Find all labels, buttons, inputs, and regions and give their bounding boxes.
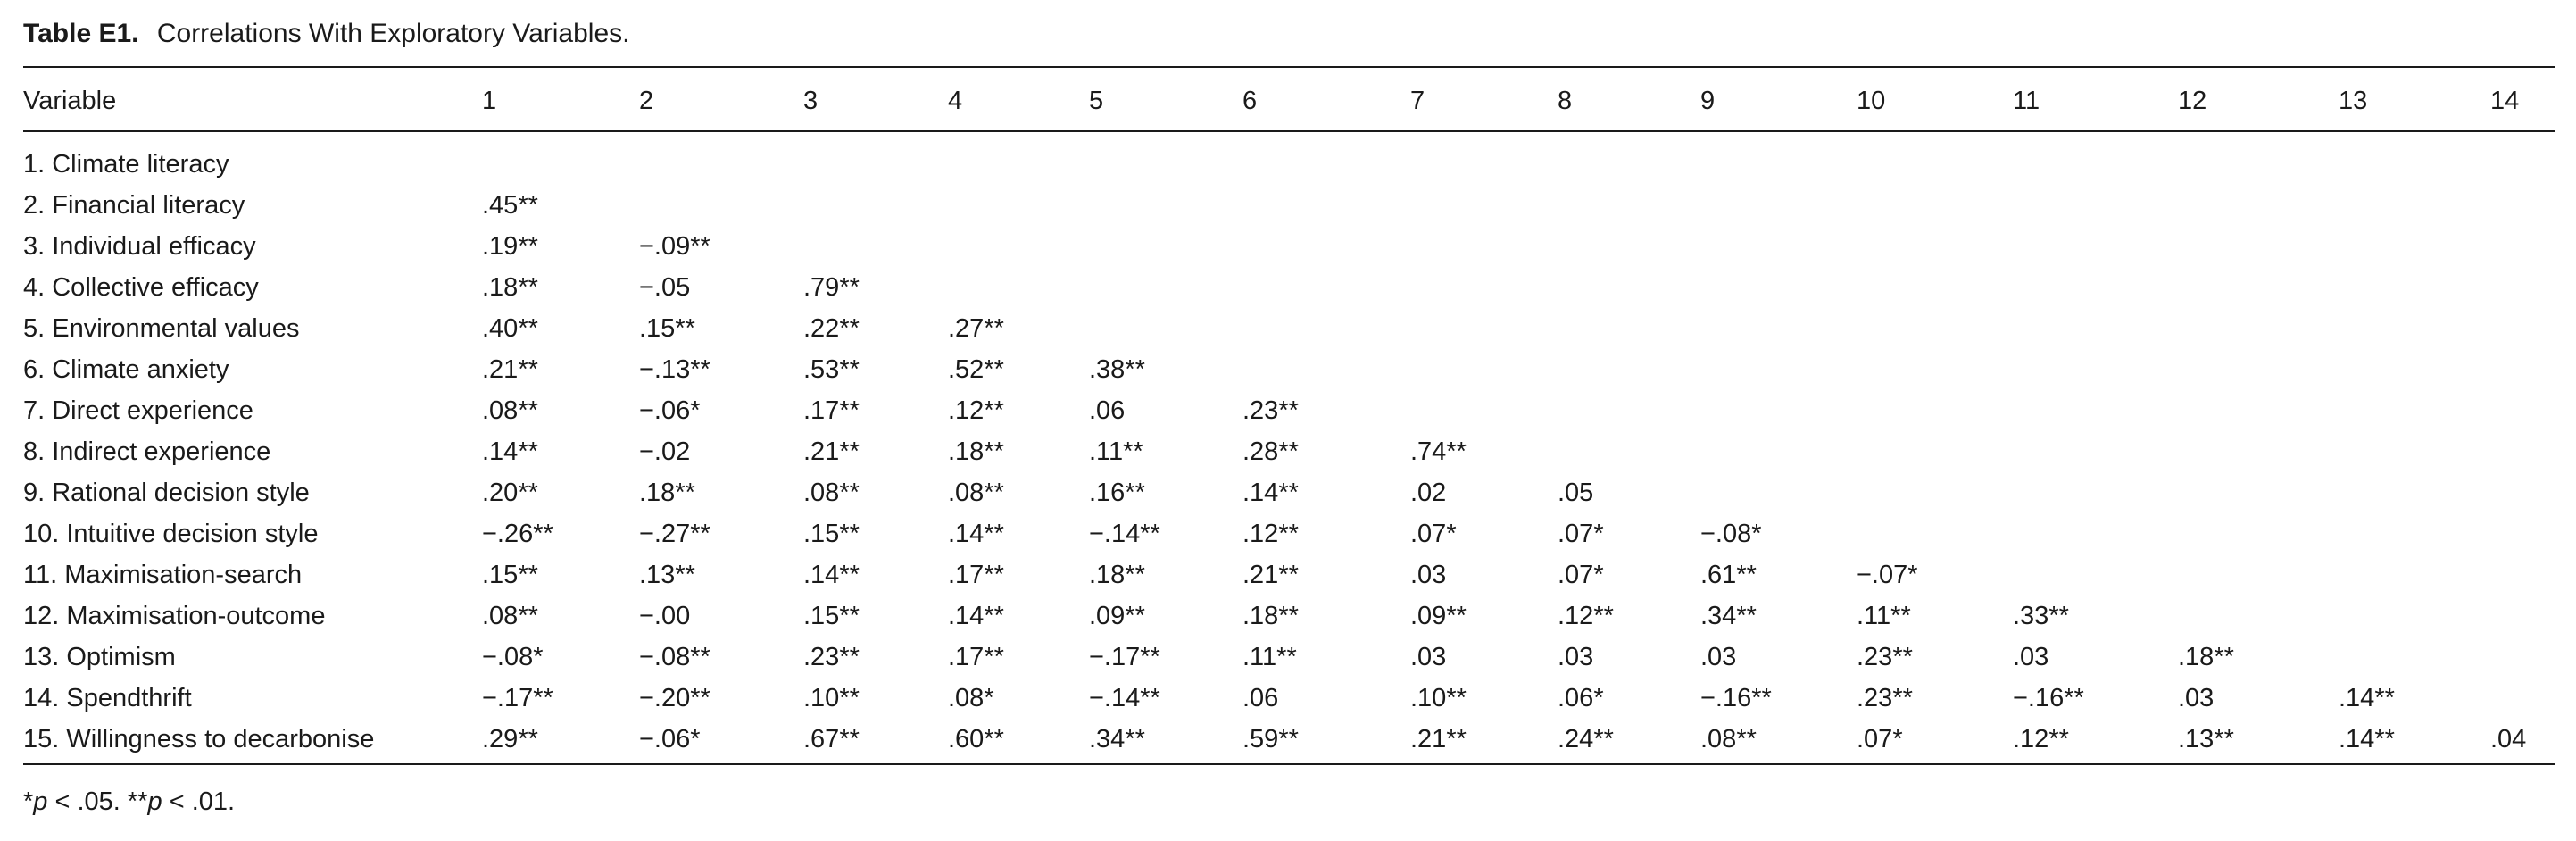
correlation-cell: .14** [482,437,538,466]
footnote-p2-prefix: ** [127,787,148,816]
table-row [0,720,2576,758]
table-header-row [0,82,2576,120]
table-row [0,556,2576,594]
correlation-cell: −.08* [482,643,544,671]
correlation-cell: .15** [482,561,538,589]
correlation-cell: .08** [482,602,538,630]
table-row [0,187,2576,224]
correlation-cell: .14** [948,520,1004,548]
correlation-cell: −.17** [482,684,553,712]
correlation-cell: .18** [482,273,538,302]
correlation-cell: .07* [1410,520,1457,548]
correlation-cell: .12** [948,396,1004,425]
bottom-rule [23,763,2555,765]
table-row [0,228,2576,265]
correlation-cell: .03 [1700,643,1737,671]
header-col-6: 6 [1242,87,1258,115]
correlation-cell: .21** [1410,725,1467,754]
correlation-cell: .59** [1242,725,1299,754]
correlation-cell: .61** [1700,561,1757,589]
correlation-cell: .29** [482,725,538,754]
header-col-7: 7 [1410,87,1425,115]
correlation-cell: .08** [803,479,860,507]
correlation-cell: −.05 [639,273,691,302]
correlation-cell: .67** [803,725,860,754]
correlation-cell: .14** [2339,684,2395,712]
header-col-11: 11 [2013,87,2040,115]
correlation-cell: .13** [639,561,695,589]
top-rule [23,66,2555,68]
table-row [0,310,2576,347]
correlation-cell: .18** [1089,561,1145,589]
correlation-cell: .07* [1558,520,1604,548]
table-row [0,638,2576,676]
correlation-cell: −.16** [2013,684,2084,712]
table-row [0,474,2576,512]
correlation-cell: .22** [803,314,860,343]
correlation-cell: .12** [1242,520,1299,548]
correlation-cell: .11** [1089,437,1143,466]
correlation-cell: .27** [948,314,1004,343]
correlation-cell: −.26** [482,520,553,548]
correlation-cell: .12** [2013,725,2069,754]
row-label: 8. Indirect experience [23,437,271,466]
correlation-cell: .20** [482,479,538,507]
correlation-cell: .23** [803,643,860,671]
footnote-p1-symbol: p [33,787,48,816]
row-label: 1. Climate literacy [23,150,229,179]
correlation-cell: .06 [1089,396,1126,425]
correlation-cell: −.02 [639,437,691,466]
correlation-cell: −.13** [639,355,710,384]
correlation-cell: −.06* [639,396,701,425]
correlation-cell: .18** [2178,643,2234,671]
correlation-cell: −.08* [1700,520,1762,548]
table-title: Correlations With Exploratory Variables. [156,19,630,48]
correlation-cell: .09** [1410,602,1467,630]
correlation-cell: .34** [1089,725,1145,754]
correlation-cell: −.27** [639,520,710,548]
row-label: 5. Environmental values [23,314,300,343]
footnote-p2-symbol: p [147,787,162,816]
correlation-cell: .02 [1410,479,1447,507]
correlation-cell: .23** [1242,396,1299,425]
row-label: 11. Maximisation-search [23,561,303,589]
row-label: 14. Spendthrift [23,684,192,712]
correlation-cell: .17** [803,396,860,425]
row-label: 4. Collective efficacy [23,273,259,302]
header-col-4: 4 [948,87,963,115]
row-label: 9. Rational decision style [23,479,310,507]
table-caption [23,16,630,52]
correlation-cell: .21** [803,437,860,466]
header-col-8: 8 [1558,87,1573,115]
header-col-3: 3 [803,87,819,115]
correlation-cell: .08** [948,479,1004,507]
row-label: 10. Intuitive decision style [23,520,319,548]
correlation-cell: .15** [803,602,860,630]
correlation-cell: .34** [1700,602,1757,630]
correlation-cell: .11** [1857,602,1911,630]
correlation-cell: −.07* [1857,561,1918,589]
correlation-cell: .74** [1410,437,1467,466]
correlation-cell: .16** [1089,479,1145,507]
table-row [0,679,2576,717]
table-row [0,515,2576,553]
correlation-cell: .11** [1242,643,1297,671]
correlation-cell: .03 [2178,684,2215,712]
header-col-10: 10 [1857,87,1886,115]
row-label: 13. Optimism [23,643,176,671]
correlation-cell: .21** [482,355,538,384]
table-label: Table E1. [23,19,139,48]
correlation-cell: .53** [803,355,860,384]
correlation-cell: −.17** [1089,643,1160,671]
correlation-cell: .15** [803,520,860,548]
correlation-cell: −.09** [639,232,710,261]
correlation-cell: .18** [948,437,1004,466]
correlation-cell: .15** [639,314,695,343]
correlation-cell: .14** [2339,725,2395,754]
table-row [0,597,2576,635]
correlation-cell: .17** [948,643,1004,671]
correlation-cell: .14** [948,602,1004,630]
row-label: 3. Individual efficacy [23,232,256,261]
correlation-cell: .45** [482,191,538,220]
correlation-cell: .23** [1857,684,1913,712]
correlation-cell: .21** [1242,561,1299,589]
correlation-cell: .08** [482,396,538,425]
footnote-p1-rest: < .05. [47,787,128,816]
correlation-cell: .52** [948,355,1004,384]
correlation-cell: .08** [1700,725,1757,754]
header-variable: Variable [23,87,117,115]
header-col-2: 2 [639,87,654,115]
header-col-14: 14 [2490,87,2520,115]
footnote-p1-prefix: * [23,787,34,816]
correlation-cell: .05 [1558,479,1594,507]
correlation-cell: −.16** [1700,684,1772,712]
table-row [0,392,2576,429]
correlation-cell: .13** [2178,725,2234,754]
correlation-cell: −.14** [1089,684,1160,712]
correlation-cell: −.06* [639,725,701,754]
correlation-cell: .09** [1089,602,1145,630]
correlation-cell: .24** [1558,725,1614,754]
correlation-cell: .18** [639,479,695,507]
correlation-cell: −.20** [639,684,710,712]
correlation-cell: .60** [948,725,1004,754]
correlation-cell: .14** [803,561,860,589]
header-col-12: 12 [2178,87,2207,115]
table-row [0,269,2576,306]
correlation-cell: .08* [948,684,994,712]
header-col-1: 1 [482,87,497,115]
correlation-cell: .03 [1410,561,1447,589]
correlation-cell: .03 [2013,643,2049,671]
correlation-cell: .07* [1857,725,1903,754]
correlation-cell: .23** [1857,643,1913,671]
row-label: 12. Maximisation-outcome [23,602,326,630]
correlation-cell: .03 [1558,643,1594,671]
row-label: 6. Climate anxiety [23,355,229,384]
correlation-cell: −.00 [639,602,691,630]
correlation-cell: .06 [1242,684,1279,712]
correlation-cell: .28** [1242,437,1299,466]
correlation-cell: .06* [1558,684,1604,712]
correlation-cell: .38** [1089,355,1145,384]
correlation-cell: .03 [1410,643,1447,671]
table-footnote [23,784,235,820]
header-col-9: 9 [1700,87,1716,115]
header-col-13: 13 [2339,87,2368,115]
table-row [0,146,2576,183]
correlation-cell: .18** [1242,602,1299,630]
correlation-cell: .17** [948,561,1004,589]
header-rule [23,130,2555,132]
header-col-5: 5 [1089,87,1104,115]
correlation-cell: .07* [1558,561,1604,589]
correlation-cell: .04 [2490,725,2527,754]
row-label: 7. Direct experience [23,396,253,425]
correlation-cell: .10** [803,684,860,712]
row-label: 15. Willingness to decarbonise [23,725,375,754]
footnote-p2-rest: < .01. [162,787,236,816]
table-row [0,433,2576,470]
row-label: 2. Financial literacy [23,191,245,220]
correlation-cell: .79** [803,273,860,302]
table-row [0,351,2576,388]
correlation-cell: .14** [1242,479,1299,507]
correlation-cell: .19** [482,232,538,261]
correlation-cell: .40** [482,314,538,343]
correlation-cell: .33** [2013,602,2069,630]
correlation-cell: .12** [1558,602,1614,630]
correlation-cell: .10** [1410,684,1467,712]
correlation-cell: −.08** [639,643,710,671]
correlation-cell: −.14** [1089,520,1160,548]
